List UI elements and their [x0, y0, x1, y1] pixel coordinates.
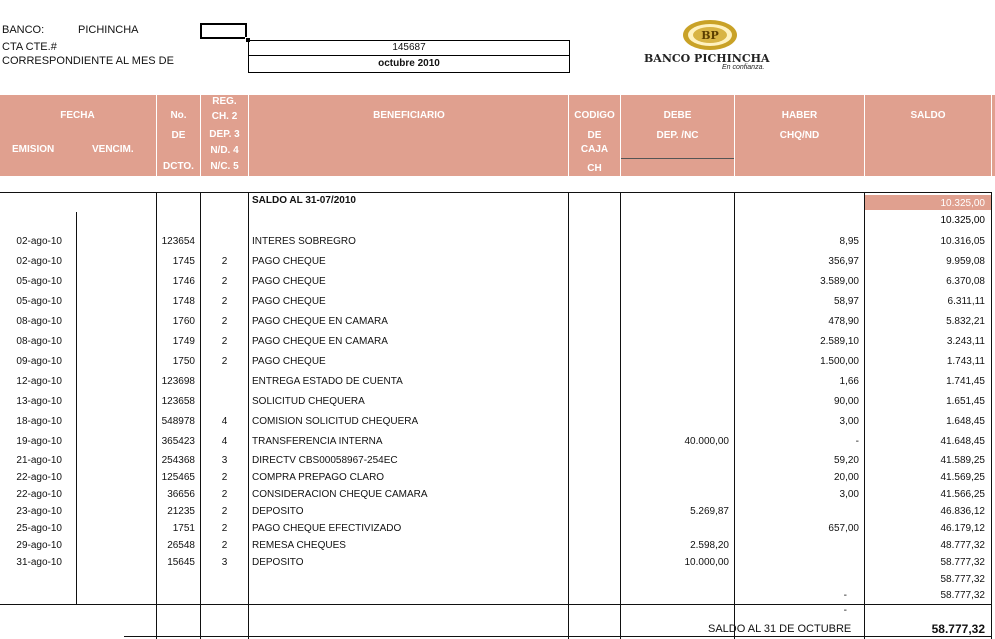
body-divider	[991, 193, 992, 639]
row-saldo: 58.777,32	[940, 574, 985, 585]
row-dcto: 1749	[172, 336, 195, 347]
body-divider	[620, 193, 621, 639]
cta-label: CTA CTE.#	[2, 41, 57, 53]
row-haber: 3,00	[839, 416, 859, 427]
col-saldo: SALDO	[910, 110, 946, 121]
row-dcto: 123658	[161, 396, 195, 407]
header-divider	[620, 95, 621, 176]
row-fecha: 05-ago-10	[16, 276, 62, 287]
col-debe-1: DEBE	[663, 110, 692, 121]
body-top-line	[0, 192, 992, 193]
row-haber: 3,00	[839, 489, 859, 500]
col-reg-2: CH. 2	[211, 111, 238, 122]
row-dcto: 1751	[172, 523, 195, 534]
row-fecha: 23-ago-10	[16, 506, 62, 517]
row-reg: 2	[221, 276, 228, 287]
row-debe: 40.000,00	[684, 436, 729, 447]
cta-value-field[interactable]: 145687	[248, 40, 570, 56]
row-dcto: 36656	[167, 489, 195, 500]
col-codigo-4: CH	[587, 163, 602, 174]
row-dcto: 15645	[167, 557, 195, 568]
row-fecha: 12-ago-10	[16, 376, 62, 387]
row-reg: 4	[221, 416, 228, 427]
col-codigo-1: CODIGO	[574, 110, 615, 121]
row-reg: 2	[221, 489, 228, 500]
row-saldo: 1.743,11	[946, 356, 985, 367]
footer-bottom-line	[124, 636, 992, 637]
row-beneficiario: PAGO CHEQUE EN CAMARA	[252, 336, 388, 347]
col-no-3: DCTO.	[163, 161, 194, 172]
row-saldo: 10.316,05	[940, 236, 985, 247]
mes-label: CORRESPONDIENTE AL MES DE	[2, 55, 174, 67]
row-debe: 10.000,00	[684, 557, 729, 568]
opening-highlight: 10.325,00	[865, 195, 991, 210]
row-beneficiario: INTERES SOBREGRO	[252, 236, 356, 247]
row-fecha: 22-ago-10	[16, 489, 62, 500]
header-subline	[621, 158, 734, 159]
row-beneficiario: TRANSFERENCIA INTERNA	[252, 436, 383, 447]
header-divider	[568, 95, 569, 176]
row-dcto: 1760	[172, 316, 195, 327]
logo-monogram: BP	[701, 29, 719, 42]
row-haber: 3.589,00	[820, 276, 859, 287]
row-saldo: 6.311,11	[947, 296, 985, 307]
row-dcto: 21235	[167, 506, 195, 517]
col-reg-5: N/C. 5	[210, 161, 239, 172]
row-debe: 2.598,20	[690, 540, 729, 551]
row-beneficiario: PAGO CHEQUE EFECTIVIZADO	[252, 523, 402, 534]
row-haber: 1.500,00	[820, 356, 859, 367]
row-beneficiario: PAGO CHEQUE	[252, 256, 326, 267]
opening-value: 10.325,00	[940, 215, 985, 226]
row-saldo: 5.832,21	[946, 316, 985, 327]
row-haber: 90,00	[833, 396, 859, 407]
logo-tagline: En confianza.	[722, 64, 765, 71]
row-dcto: 123698	[161, 376, 195, 387]
mes-value-field[interactable]: octubre 2010	[248, 55, 570, 73]
row-dcto: 26548	[167, 540, 195, 551]
row-haber: -	[855, 436, 859, 447]
row-fecha: 18-ago-10	[16, 416, 62, 427]
row-dcto: 1750	[172, 356, 195, 367]
row-reg: 4	[221, 436, 228, 447]
row-fecha: 25-ago-10	[16, 523, 62, 534]
header-divider	[200, 95, 201, 176]
row-saldo: 1.741,45	[946, 376, 985, 387]
row-saldo: 1.651,45	[946, 396, 985, 407]
row-fecha: 08-ago-10	[16, 336, 62, 347]
col-reg-1: REG.	[212, 96, 237, 107]
row-reg: 2	[221, 316, 228, 327]
row-saldo: 1.648,45	[946, 416, 985, 427]
col-reg-4: N/D. 4	[210, 145, 239, 156]
row-fecha: 19-ago-10	[16, 436, 62, 447]
row-fecha: 21-ago-10	[16, 455, 62, 466]
row-haber: -	[843, 605, 847, 616]
row-saldo: 41.648,45	[940, 436, 985, 447]
row-haber: 478,90	[828, 316, 859, 327]
col-reg-3: DEP. 3	[209, 129, 240, 140]
col-vencim: VENCIM.	[92, 144, 134, 155]
header-divider	[864, 95, 865, 176]
row-dcto: 1745	[172, 256, 195, 267]
col-no-2: DE	[171, 130, 186, 141]
row-dcto: 548978	[161, 416, 195, 427]
row-saldo: 58.777,32	[940, 557, 985, 568]
col-codigo-2: DE	[587, 130, 602, 141]
opening-label: SALDO AL 31-07/2010	[252, 195, 356, 206]
row-haber: 20,00	[833, 472, 859, 483]
row-saldo: 41.569,25	[940, 472, 985, 483]
row-beneficiario: REMESA CHEQUES	[252, 540, 346, 551]
row-dcto: 365423	[161, 436, 195, 447]
row-beneficiario: PAGO CHEQUE	[252, 276, 326, 287]
row-fecha: 13-ago-10	[16, 396, 62, 407]
row-dcto: 254368	[161, 455, 195, 466]
col-codigo-3: CAJA	[580, 144, 609, 155]
col-haber-2: CHQ/ND	[779, 130, 820, 141]
row-fecha: 09-ago-10	[16, 356, 62, 367]
row-fecha: 29-ago-10	[16, 540, 62, 551]
row-beneficiario: COMPRA PREPAGO CLARO	[252, 472, 385, 483]
row-saldo: 6.370,08	[946, 276, 985, 287]
row-reg: 2	[221, 256, 228, 267]
row-beneficiario: DIRECTV CBS00058967-254EC	[252, 455, 398, 466]
row-haber: 356,97	[828, 256, 859, 267]
row-haber: 1,66	[839, 376, 859, 387]
col-haber-1: HABER	[781, 110, 818, 121]
row-saldo: 41.566,25	[940, 489, 985, 500]
row-reg: 2	[221, 336, 228, 347]
bank-logo	[640, 18, 780, 72]
col-fecha: FECHA	[60, 110, 95, 121]
row-saldo: 3.243,11	[946, 336, 985, 347]
header-divider	[734, 95, 735, 176]
logo-text: BANCO PICHINCHA	[644, 52, 770, 65]
row-saldo: 46.179,12	[940, 523, 985, 534]
row-haber: 2.589,10	[820, 336, 859, 347]
row-fecha: 02-ago-10	[16, 236, 62, 247]
row-reg: 2	[221, 540, 228, 551]
row-reg: 2	[221, 296, 228, 307]
row-saldo: 58.777,32	[940, 590, 985, 601]
row-saldo: 46.836,12	[940, 506, 985, 517]
banco-label: BANCO:	[2, 24, 45, 36]
row-reg: 3	[221, 557, 228, 568]
body-divider	[248, 193, 249, 639]
row-saldo: 41.589,25	[940, 455, 985, 466]
row-dcto: 123654	[161, 236, 195, 247]
row-debe: 5.269,87	[690, 506, 729, 517]
row-haber: -	[843, 590, 847, 601]
row-saldo: 9.959,08	[946, 256, 985, 267]
row-reg: 2	[221, 506, 228, 517]
footer-label: SALDO AL 31 DE OCTUBRE	[708, 623, 852, 635]
row-beneficiario: PAGO CHEQUE	[252, 296, 326, 307]
body-divider	[568, 193, 569, 639]
row-beneficiario: DEPOSITO	[252, 557, 304, 568]
row-fecha: 31-ago-10	[16, 557, 62, 568]
row-dcto: 125465	[161, 472, 195, 483]
row-beneficiario: COMISION SOLICITUD CHEQUERA	[252, 416, 419, 427]
row-haber: 58,97	[833, 296, 859, 307]
row-beneficiario: SOLICITUD CHEQUERA	[252, 396, 365, 407]
footer-value: 58.777,32	[931, 622, 985, 636]
row-beneficiario: ENTREGA ESTADO DE CUENTA	[252, 376, 403, 387]
col-emision: EMISION	[12, 144, 55, 155]
row-fecha: 08-ago-10	[16, 316, 62, 327]
row-beneficiario: PAGO CHEQUE EN CAMARA	[252, 316, 388, 327]
header-divider	[991, 95, 992, 176]
banco-value: PICHINCHA	[78, 24, 139, 36]
row-beneficiario: CONSIDERACION CHEQUE CAMARA	[252, 489, 428, 500]
row-fecha: 02-ago-10	[16, 256, 62, 267]
row-saldo: 48.777,32	[940, 540, 985, 551]
row-fecha: 22-ago-10	[16, 472, 62, 483]
row-reg: 3	[221, 455, 228, 466]
header-divider	[248, 95, 249, 176]
row-beneficiario: PAGO CHEQUE	[252, 356, 326, 367]
row-haber: 59,20	[833, 455, 859, 466]
row-dcto: 1748	[172, 296, 195, 307]
row-haber: 657,00	[828, 523, 859, 534]
header-divider	[156, 95, 157, 176]
selected-cell[interactable]	[200, 23, 247, 39]
body-divider	[76, 212, 77, 604]
col-no-1: No.	[170, 110, 187, 121]
row-fecha: 05-ago-10	[16, 296, 62, 307]
row-haber: 8,95	[839, 236, 859, 247]
row-reg: 2	[221, 523, 228, 534]
row-beneficiario: DEPOSITO	[252, 506, 304, 517]
row-dcto: 1746	[172, 276, 195, 287]
row-reg: 2	[221, 472, 228, 483]
col-debe-2: DEP. /NC	[656, 130, 699, 141]
col-beneficiario: BENEFICIARIO	[373, 110, 445, 121]
row-reg: 2	[221, 356, 228, 367]
